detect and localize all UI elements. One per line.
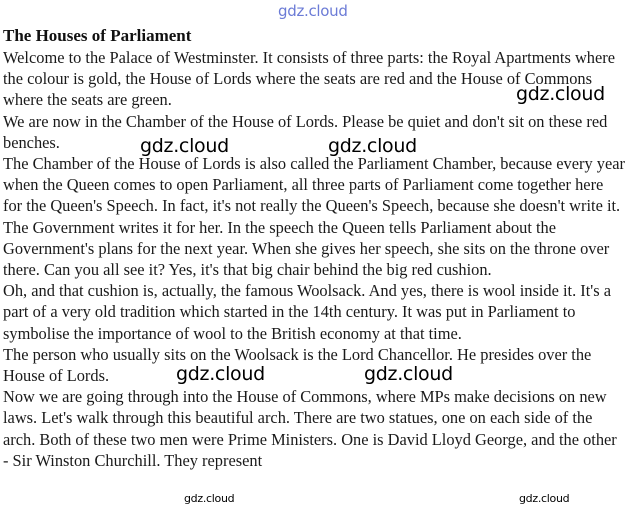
paragraph: The person who usually sits on the Woolsack is the Lord Chancellor. He presides over the House of Lords. [3,344,592,386]
paragraph: We are now in the Chamber of the House of Lords. Please be quiet and don't sit on these red benches. [3,111,608,152]
paragraph: Oh, and that cushion is, actually, the famous Woolsack. And yes, there is wool inside it. It's a part of a very old tradition which started in the 14th century. It was put in Parliament to symbolise the importance of wool to the British economy at that time. [3,281,611,343]
paragraph: The Chamber of the House of Lords is also called the Parliament Chamber, because every year when the Queen comes to open Parliament, all three parts of Parliament come together here for the Queen's Speech. In fact, it's not really the Queen's Speech, because she doesn't write it. The Government writes it for her. In the speech the Queen tells Parliament about the Government's plans for the next year. When she gives her speech, she sits on the throne over there. Can you all see it? Yes, it's that big chair behind the big red cushion. [3,154,625,280]
document-body [3,47,625,471]
watermark: gdz.cloud [140,135,229,157]
document-title: The Houses of Parliament [3,26,192,45]
watermark: gdz.cloud [516,83,605,105]
watermark: gdz.cloud [328,135,417,157]
watermark: gdz.cloud [364,363,453,385]
paragraph: Now we are going through into the House of Commons, where MPs make decisions on new laws. Let's walk through this beautiful arch. There are two statues, one on each side of the arch. Both of these two men were Prime Ministers. One is David Lloyd George, and the other - Sir Winston Churchill. They represent [3,387,617,470]
paragraph: Welcome to the Palace of Westminster. It consists of three parts: the Royal Apartments where the colour is gold, the House of Lords where the seats are red and the House of Commons where the seats are green. [3,48,615,110]
watermark: gdz.cloud [519,492,570,505]
watermark: gdz.cloud [184,492,235,505]
watermark: gdz.cloud [176,363,265,385]
watermark: gdz.cloud [278,2,348,20]
